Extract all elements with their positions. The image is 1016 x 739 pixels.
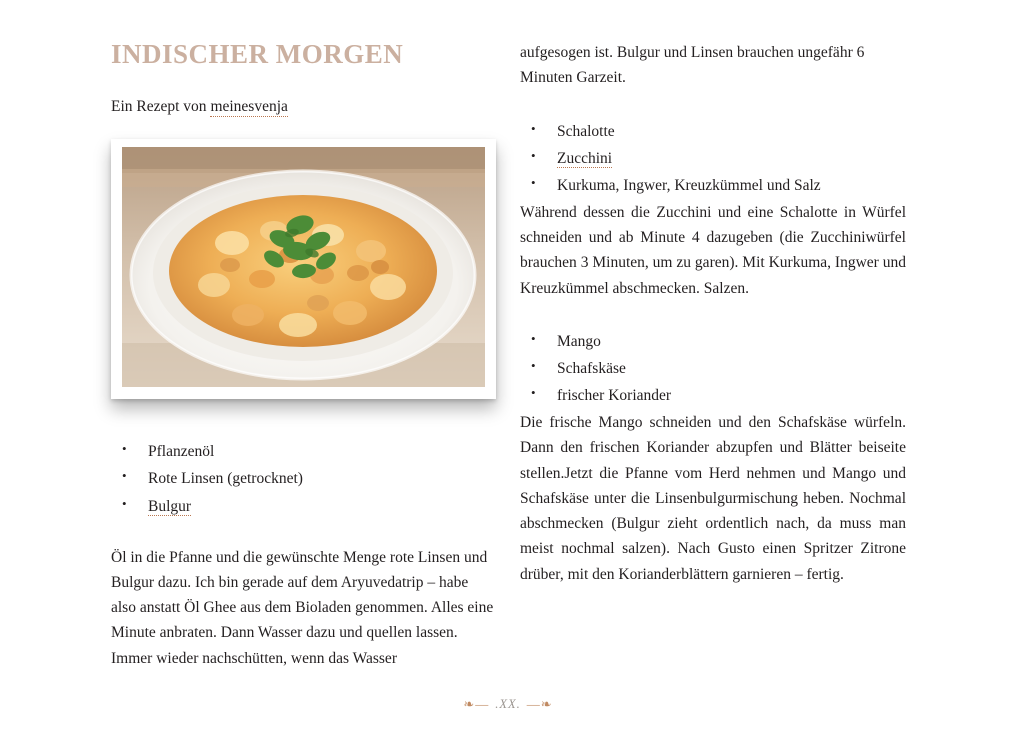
- ingredient-label: Pflanzenöl: [148, 443, 215, 461]
- ingredient-label: Rote Linsen (getrocknet): [148, 470, 303, 488]
- ingredient-label: Mango: [557, 332, 601, 350]
- ingredient-label: frischer Koriander: [557, 387, 672, 405]
- right-paragraph-mid: Während dessen die Zucchini und eine Schalotte in Würfel schneiden und ab Minute 4 dazugeben (die Zucchiniwürfel brauchen 3 Minuten, um zu garen). Mit Kurkuma, Ingwer und Kreuzkümmel abschmecken. Salzen.: [520, 203, 906, 297]
- list-item: [520, 356, 906, 381]
- ingredient-label: Zucchini: [557, 149, 613, 167]
- list-item: [520, 329, 906, 354]
- right-paragraph-bottom: Die frische Mango schneiden und den Schafskäse würfeln. Dann den frischen Koriander abzupfen und Blätter beiseite stellen.Jetzt die Pfanne vom Herd nehmen und Mango und Schafskäse unter die Linsenbulgurmischung heben. Nochmal abschmecken (Bulgur zieht ordentlich nach, da muss man meist nochmal salzen). Nach Gusto einen Spritzer Zitrone drüber, mit den Korianderblättern garnieren – fertig.: [520, 414, 906, 583]
- byline-author-link[interactable]: meinesvenja: [210, 97, 288, 115]
- ingredient-label: Schafskäse: [557, 359, 626, 377]
- list-item: [111, 439, 496, 464]
- recipe-photo: [111, 139, 496, 405]
- list-item: [520, 146, 906, 171]
- page-number: .XX.: [495, 696, 521, 711]
- list-item: [520, 119, 906, 144]
- ingredient-label: Kurkuma, Ingwer, Kreuzkümmel und Salz: [557, 176, 821, 194]
- page-title: INDISCHER MORGEN: [111, 39, 404, 69]
- list-item: [520, 173, 906, 198]
- byline-prefix: Ein Rezept von: [111, 97, 211, 115]
- right-column: [520, 40, 906, 602]
- left-paragraph: Öl in die Pfanne und die gewünschte Menge rote Linsen und Bulgur dazu. Ich bin gerade auf dem Aryuvedatrip – habe also anstatt Öl Ghee aus dem Bioladen genommen. Alles eine Minute anbraten. Dann Wasser dazu und quellen lassen. Immer wieder nachschütten, wenn das Wasser: [111, 548, 494, 667]
- list-item: [520, 383, 906, 408]
- ornament-right-icon: —❧: [526, 696, 553, 712]
- list-item: [111, 494, 496, 519]
- ornament-left-icon: ❧—: [463, 696, 490, 712]
- page-footer: [0, 696, 1016, 712]
- ingredient-label: Bulgur: [148, 497, 192, 515]
- list-item: [111, 466, 496, 491]
- right-paragraph-top: aufgesogen ist. Bulgur und Linsen brauchen ungefähr 6 Minuten Garzeit.: [520, 44, 865, 87]
- photo-image: [122, 147, 485, 387]
- left-column: [111, 40, 496, 686]
- ingredient-label: Schalotte: [557, 122, 615, 140]
- ingredient-list-left: [111, 439, 496, 518]
- ingredient-list-right-2: [520, 329, 906, 408]
- ingredient-list-right-1: [520, 119, 906, 198]
- byline: [111, 96, 496, 118]
